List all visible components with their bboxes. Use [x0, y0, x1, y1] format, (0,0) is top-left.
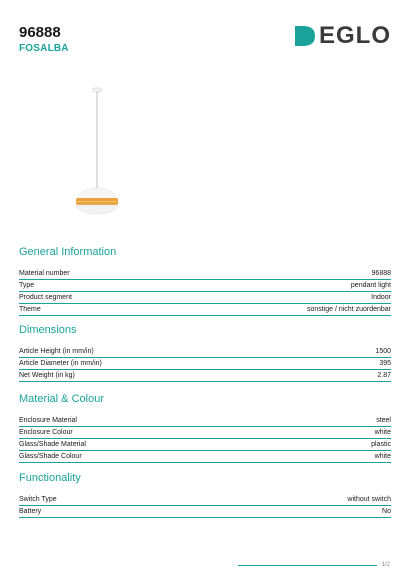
page-footer	[238, 562, 390, 568]
spec-row	[19, 439, 391, 451]
spec-row	[19, 280, 391, 292]
spec-row	[19, 370, 391, 382]
spec-value: No	[382, 507, 391, 515]
section-title: General Information	[19, 246, 117, 258]
spec-value: sonstige / nicht zuordenbar	[306, 305, 391, 313]
spec-row	[19, 346, 391, 358]
pendant-lamp-image	[64, 85, 134, 225]
spec-value: without switch	[347, 495, 391, 503]
product-header	[19, 24, 69, 54]
spec-label: Glass/Shade Colour	[19, 452, 82, 460]
brand-logo	[295, 22, 391, 49]
spec-row	[19, 268, 391, 280]
spec-label: Glass/Shade Material	[19, 440, 86, 448]
spec-row	[19, 506, 391, 518]
spec-row	[19, 304, 391, 316]
spec-label: Battery	[19, 507, 42, 515]
spec-value: 2.87	[377, 371, 391, 379]
eglo-logo-icon	[295, 26, 315, 46]
spec-label: Enclosure Material	[19, 416, 77, 424]
spec-label: Article Diameter (in mm/in)	[19, 359, 102, 367]
spec-row	[19, 494, 391, 506]
spec-row	[19, 427, 391, 439]
spec-row	[19, 292, 391, 304]
brand-name: EGLO	[318, 22, 391, 49]
spec-label: Switch Type	[19, 495, 57, 503]
spec-value: white	[374, 428, 391, 436]
spec-value: 395	[379, 359, 391, 367]
product-number: 96888	[19, 24, 61, 41]
spec-row	[19, 415, 391, 427]
spec-row	[19, 358, 391, 370]
footer-divider	[238, 565, 377, 566]
spec-value: plastic	[371, 440, 391, 448]
section-title: Dimensions	[19, 324, 77, 336]
section-title: Functionality	[19, 472, 81, 484]
spec-row	[19, 451, 391, 463]
spec-label: Article Height (in mm/in)	[19, 347, 94, 355]
spec-value: white	[374, 452, 391, 460]
section-dimensions	[19, 323, 391, 382]
spec-value: 1500	[375, 347, 391, 355]
spec-label: Product segment	[19, 293, 72, 301]
spec-label: Material number	[19, 269, 70, 277]
product-name: FOSALBA	[19, 43, 69, 54]
spec-value: Indoor	[371, 293, 391, 301]
spec-value: 96888	[371, 269, 391, 277]
section-functionality	[19, 471, 391, 518]
section-material-colour	[19, 392, 391, 463]
spec-value: pendant light	[350, 281, 391, 289]
spec-label: Type	[19, 281, 35, 289]
spec-label: Theme	[19, 305, 41, 313]
section-title: Material & Colour	[19, 393, 104, 405]
page-number: 1/2	[381, 562, 390, 568]
section-general-information	[19, 245, 391, 316]
spec-value: steel	[376, 416, 391, 424]
spec-label: Net Weight (in kg)	[19, 371, 75, 379]
spec-label: Enclosure Colour	[19, 428, 73, 436]
